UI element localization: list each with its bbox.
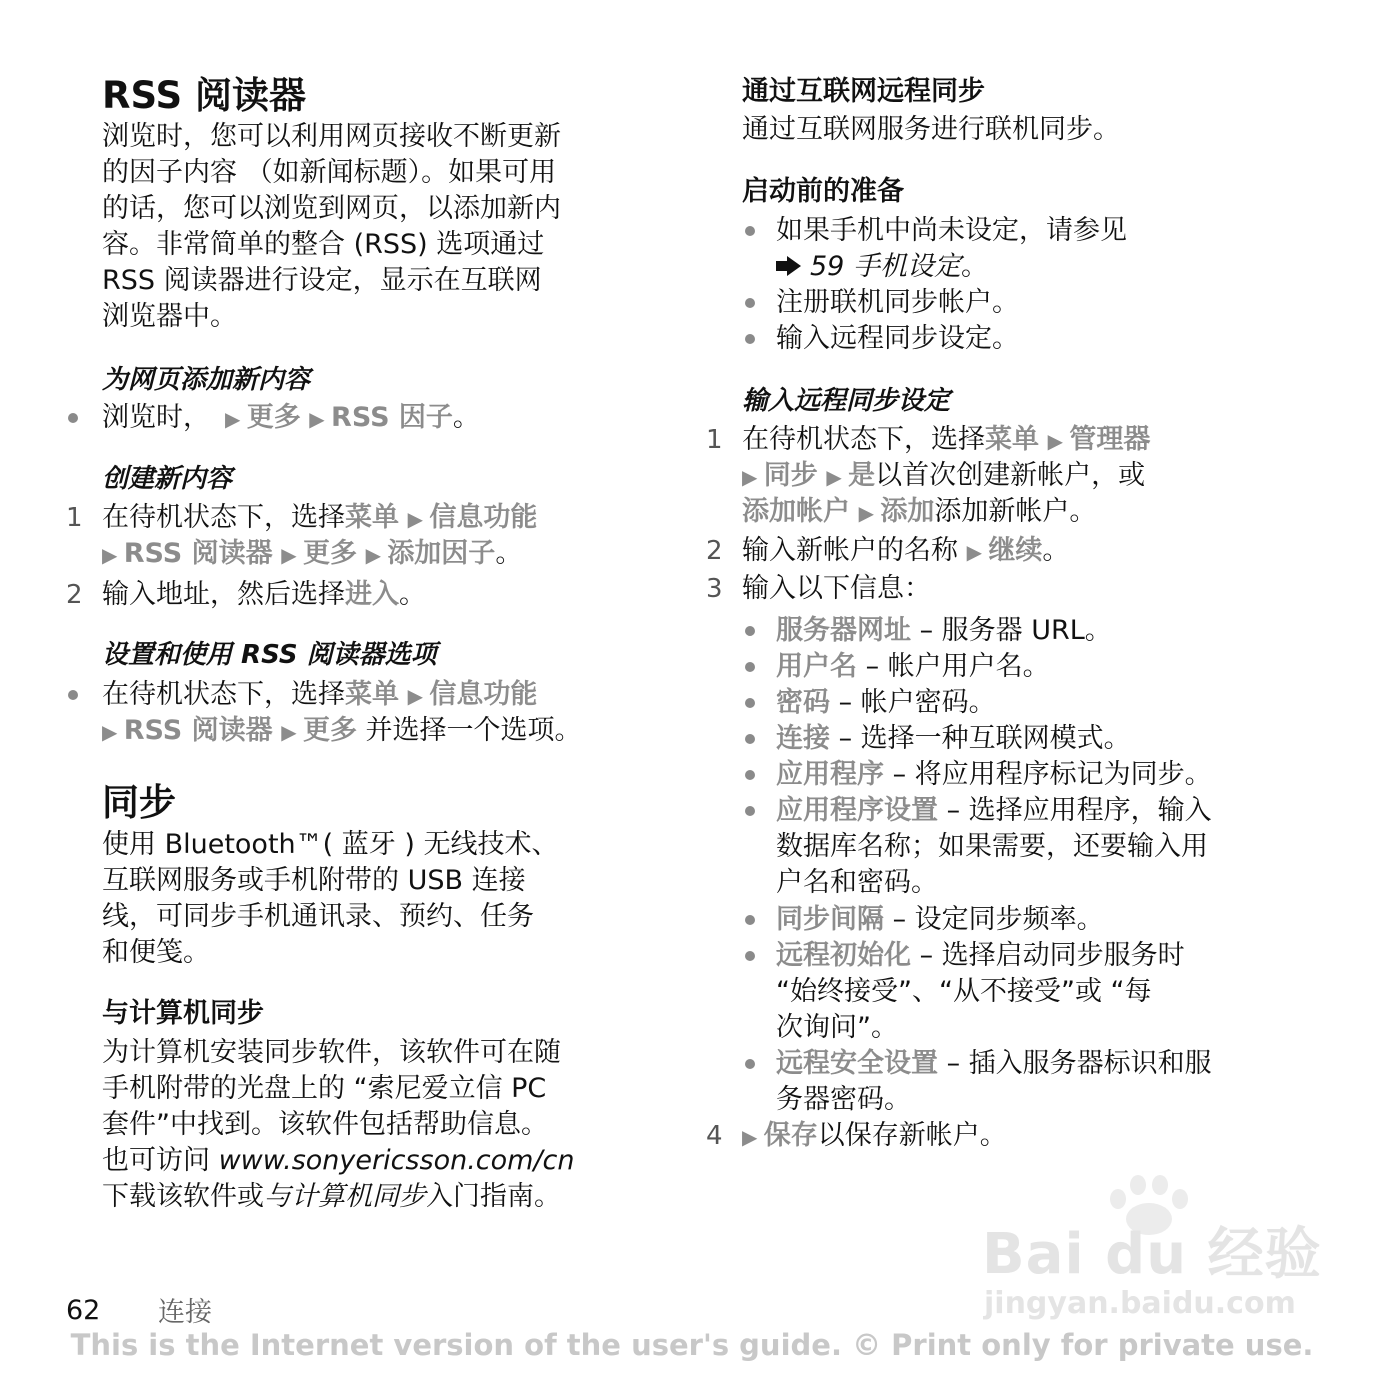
internet-sync-text: 通过互联网服务进行联机同步。 bbox=[742, 114, 1120, 145]
add-content-step: 浏览时， ▶ 更多 ▶ RSS 因子。 bbox=[102, 402, 480, 433]
arrow-right-icon: ▶ bbox=[1047, 429, 1070, 453]
section-name: 连接 bbox=[158, 1297, 212, 1328]
page-number: 62 bbox=[66, 1295, 101, 1326]
prep-item-1: 如果手机中尚未设定，请参见 bbox=[776, 215, 1127, 246]
options-step-line-1: 在待机状态下，选择菜单 ▶ 信息功能 bbox=[102, 679, 538, 710]
remote-step-4: ▶ 保存以保存新帐户。 bbox=[742, 1120, 1007, 1151]
arrow-right-icon: ▶ bbox=[365, 543, 388, 567]
remote-step-1-line-1: 在待机状态下，选择菜单 ▶ 管理器 bbox=[742, 424, 1151, 455]
bullet-dot bbox=[745, 770, 755, 780]
setting-item-continued: 数据库名称；如果需要，还要输入用 bbox=[776, 831, 1208, 862]
remote-settings-heading: 输入远程同步设定 bbox=[742, 386, 951, 416]
bullet-dot bbox=[68, 690, 78, 700]
bullet-dot bbox=[745, 626, 755, 636]
reference-arrow-icon bbox=[776, 256, 802, 276]
bullet-dot bbox=[745, 662, 755, 672]
watermark-brand: Bai du 经验 bbox=[982, 1222, 1322, 1287]
create-content-heading: 创建新内容 bbox=[102, 464, 233, 494]
setting-item: 服务器网址 – 服务器 URL。 bbox=[776, 615, 1112, 646]
create-step-2: 输入地址，然后选择进入。 bbox=[102, 579, 426, 610]
setting-item: 远程安全设置 – 插入服务器标识和服 bbox=[776, 1048, 1212, 1079]
step-number: 1 bbox=[66, 503, 83, 533]
add-content-heading: 为网页添加新内容 bbox=[102, 365, 311, 395]
pc-sync-paragraph: 为计算机安装同步软件，该软件可在随 手机附带的光盘上的 “索尼爱立信 PC 套件”中找到。该软件包括帮助信息。 也可访问 www.sonyericsson.com/cn 下载该软件或与计算机同步入门指南。 bbox=[102, 1037, 575, 1212]
setting-item: 连接 – 选择一种互联网模式。 bbox=[776, 723, 1131, 754]
baidu-watermark bbox=[982, 1175, 1322, 1325]
internet-sync-heading: 通过互联网远程同步 bbox=[742, 76, 985, 107]
sonyericsson-link[interactable]: www.sonyericsson.com/cn bbox=[218, 1145, 575, 1176]
setting-item: 用户名 – 帐户用户名。 bbox=[776, 651, 1050, 682]
setting-item-continued: 户名和密码。 bbox=[776, 867, 938, 898]
setting-item: 远程初始化 – 选择启动同步服务时 bbox=[776, 940, 1185, 971]
step-number: 1 bbox=[706, 425, 723, 455]
print-notice: This is the Internet version of the user's guide. © Print only for private use. bbox=[70, 1328, 1314, 1362]
bullet-dot bbox=[68, 413, 78, 423]
preparation-heading: 启动前的准备 bbox=[742, 176, 904, 207]
create-step-1-line-2: ▶ RSS 阅读器 ▶ 更多 ▶ 添加因子。 bbox=[102, 538, 523, 569]
options-step-line-2: ▶ RSS 阅读器 ▶ 更多 并选择一个选项。 bbox=[102, 715, 582, 746]
options-heading: 设置和使用 RSS 阅读器选项 bbox=[102, 640, 437, 670]
arrow-right-icon: ▶ bbox=[281, 720, 303, 744]
prep-item-3: 输入远程同步设定。 bbox=[776, 323, 1019, 354]
bullet-dot bbox=[745, 806, 755, 816]
step-number: 3 bbox=[706, 574, 723, 604]
rss-intro-paragraph: 浏览时，您可以利用网页接收不断更新 的因子内容 （如新闻标题）。如果可用 的话，您可以浏览到网页，以添加新内 容。非常简单的整合 (RSS) 选项通过 RSS 阅读器进行设定，显示在互联网 浏览器中。 bbox=[102, 121, 561, 332]
arrow-right-icon: ▶ bbox=[742, 1125, 764, 1149]
arrow-right-icon: ▶ bbox=[309, 407, 332, 431]
bullet-dot bbox=[745, 951, 755, 961]
bullet-dot bbox=[745, 334, 755, 344]
bullet-dot bbox=[745, 226, 755, 236]
rss-reader-heading: RSS 阅读器 bbox=[102, 74, 307, 117]
arrow-right-icon: ▶ bbox=[407, 507, 430, 531]
setting-item: 应用程序 – 将应用程序标记为同步。 bbox=[776, 759, 1212, 790]
setting-item: 密码 – 帐户密码。 bbox=[776, 687, 996, 718]
pc-sync-heading: 与计算机同步 bbox=[102, 998, 264, 1029]
setting-item: 同步间隔 – 设定同步频率。 bbox=[776, 904, 1104, 935]
setting-item-continued: 务器密码。 bbox=[776, 1084, 911, 1115]
arrow-right-icon: ▶ bbox=[858, 501, 881, 525]
sync-heading: 同步 bbox=[102, 781, 176, 824]
arrow-right-icon: ▶ bbox=[218, 407, 247, 431]
remote-step-1-line-3: 添加帐户 ▶ 添加添加新帐户。 bbox=[742, 496, 1097, 527]
arrow-right-icon: ▶ bbox=[281, 543, 303, 567]
arrow-right-icon: ▶ bbox=[407, 684, 430, 708]
arrow-right-icon: ▶ bbox=[102, 720, 124, 744]
arrow-right-icon: ▶ bbox=[742, 465, 764, 489]
remote-step-1-line-2: ▶ 同步 ▶ 是以首次创建新帐户，或 bbox=[742, 460, 1146, 491]
arrow-right-icon: ▶ bbox=[966, 540, 989, 564]
bullet-dot bbox=[745, 915, 755, 925]
remote-step-2: 输入新帐户的名称 ▶ 继续。 bbox=[742, 535, 1070, 566]
arrow-right-icon: ▶ bbox=[826, 465, 849, 489]
step-number: 2 bbox=[66, 580, 83, 610]
sync-intro-paragraph: 使用 Bluetooth™( 蓝牙 ) 无线技术、 互联网服务或手机附带的 USB 连接 线，可同步手机通讯录、预约、任务 和便笺。 bbox=[102, 829, 559, 968]
create-step-1-line-1: 在待机状态下，选择菜单 ▶ 信息功能 bbox=[102, 502, 538, 533]
watermark-url: jingyan.baidu.com bbox=[984, 1286, 1296, 1321]
prep-item-2: 注册联机同步帐户。 bbox=[776, 287, 1019, 318]
prep-item-1-ref: 59 手机设定。 bbox=[776, 249, 988, 285]
setting-item-continued: 次询问”。 bbox=[776, 1012, 898, 1043]
remote-step-3: 输入以下信息： bbox=[742, 573, 931, 604]
setting-item-continued: “始终接受”、“从不接受”或 “每 bbox=[776, 976, 1152, 1007]
bullet-dot bbox=[745, 698, 755, 708]
bullet-dot bbox=[745, 734, 755, 744]
setting-item: 应用程序设置 – 选择应用程序，输入 bbox=[776, 795, 1212, 826]
bullet-dot bbox=[745, 1059, 755, 1069]
bullet-dot bbox=[745, 298, 755, 308]
step-number: 2 bbox=[706, 536, 723, 566]
step-number: 4 bbox=[706, 1121, 723, 1151]
arrow-right-icon: ▶ bbox=[102, 543, 124, 567]
